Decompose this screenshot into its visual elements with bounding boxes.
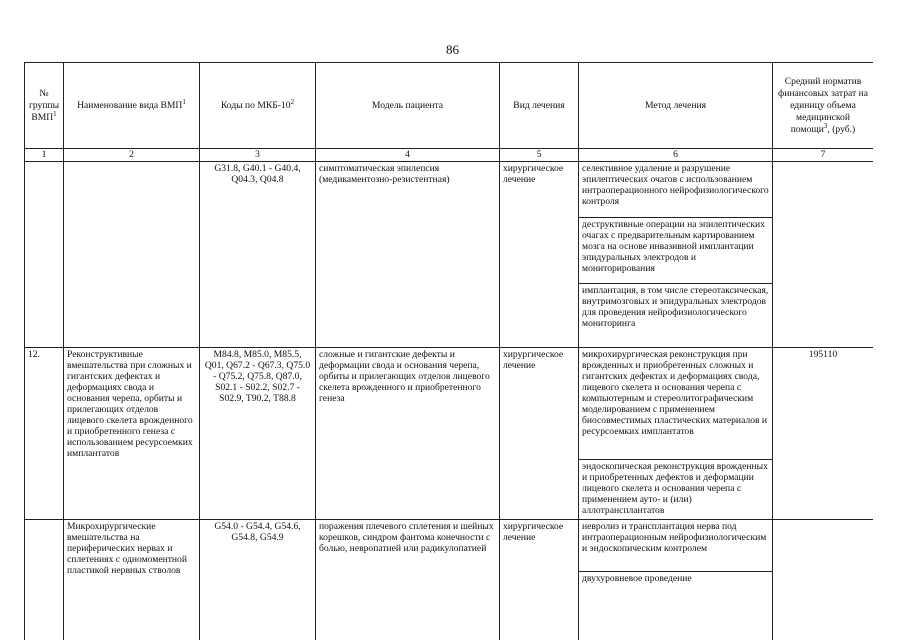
mkb-codes: G54.0 - G54.4, G54.6, G54.8, G54.9 <box>200 520 316 640</box>
treatment-method: двухуровневое проведение <box>579 572 773 640</box>
column-number: 3 <box>200 149 316 162</box>
page-number: 86 <box>446 42 459 57</box>
treatment-method: микрохирургическая реконструкция при врожденных и приобретенных сложных и гигантских дефектах и деформациях свода, лицевого скелета и основания черепа с компьютерным и стереолитографическим моделированием с применением биосовместимых пластических материалов и ресурсоемких имплантатов <box>579 348 773 460</box>
group-number <box>25 520 64 640</box>
table-row <box>25 348 874 460</box>
vmp-table <box>24 62 873 640</box>
treatment-method: невролиз и трансплантация нерва под интраоперационным нейрофизиологическим и эндоскопическим контролем <box>579 520 773 572</box>
document-sheet <box>24 62 873 640</box>
treatment-method: селективное удаление и разрушение эпилептических очагов с использованием интраоперационного нейрофизиологического контроля <box>579 162 773 218</box>
treatment-type: хирургическое лечение <box>500 162 579 348</box>
patient-model: сложные и гигантские дефекты и деформации свода и основания черепа, орбиты и прилегающих отделов лицевого скелета врожденного и приобретенного генеза <box>316 348 500 520</box>
column-number: 2 <box>64 149 200 162</box>
vmp-name: Реконструктивные вмешательства при сложных и гигантских дефектах и деформациях свода и основания черепа, орбиты и прилегающих отделов лицевого скелета врожденного и приобретенного генеза с использованием ресурсоемких имплантатов <box>64 348 200 520</box>
column-number: 5 <box>500 149 579 162</box>
group-number <box>25 162 64 348</box>
table-row <box>25 520 874 572</box>
header-vmp-name: Наименование вида ВМП$^1$ <box>64 63 200 149</box>
patient-model: симптоматическая эпилепсия (медикаментозно-резистентная) <box>316 162 500 348</box>
cost-norm <box>773 162 874 348</box>
treatment-type: хирургическое лечение <box>500 520 579 640</box>
table-row <box>25 162 874 218</box>
column-number-row <box>25 149 874 162</box>
cost-norm: 195110 <box>773 348 874 520</box>
mkb-codes: M84.8, M85.0, M85.5, Q01, Q67.2 - Q67.3, Q75.0 - Q75.2, Q75.8, Q87.0, S02.1 - S02.2, S02.7 - S02.9, T90.2, T88.8 <box>200 348 316 520</box>
header-group-no: № группы ВМП$^1$ <box>25 63 64 149</box>
group-number: 12. <box>25 348 64 520</box>
treatment-type: хирургическое лечение <box>500 348 579 520</box>
header-mkb-codes: Коды по МКБ-$10^2$ <box>200 63 316 149</box>
header-cost-norm: Средний норматив финансовых затрат на единицу объема медицинской помощи$^3$, (руб.) <box>773 63 874 149</box>
header-treatment-type: Вид лечения <box>500 63 579 149</box>
column-number: 1 <box>25 149 64 162</box>
vmp-name: Микрохирургические вмешательства на периферических нервах и сплетениях с одномоментной пластикой нервных стволов <box>64 520 200 640</box>
header-row <box>25 63 874 149</box>
treatment-method: эндоскопическая реконструкция врожденных и приобретенных дефектов и деформации лицевого скелета и основания черепа с применением ауто- и (или) аллотрансплантатов <box>579 460 773 520</box>
vmp-name <box>64 162 200 348</box>
header-treatment-method: Метод лечения <box>579 63 773 149</box>
column-number: 7 <box>773 149 874 162</box>
treatment-method: деструктивные операции на эпилептических очагах с предварительным картированием мозга на основе инвазивной имплантации эпидуральных электродов и мониторирования <box>579 218 773 284</box>
cost-norm <box>773 520 874 640</box>
column-number: 6 <box>579 149 773 162</box>
patient-model: поражения плечевого сплетения и шейных корешков, синдром фантома конечности с болью, невропатией или радикулопатией <box>316 520 500 640</box>
treatment-method: имплантация, в том числе стереотаксическая, внутримозговых и эпидуральных электродов для проведения нейрофизиологического мониторинга <box>579 284 773 348</box>
header-patient-model: Модель пациента <box>316 63 500 149</box>
mkb-codes: G31.8, G40.1 - G40.4, Q04.3, Q04.8 <box>200 162 316 348</box>
column-number: 4 <box>316 149 500 162</box>
